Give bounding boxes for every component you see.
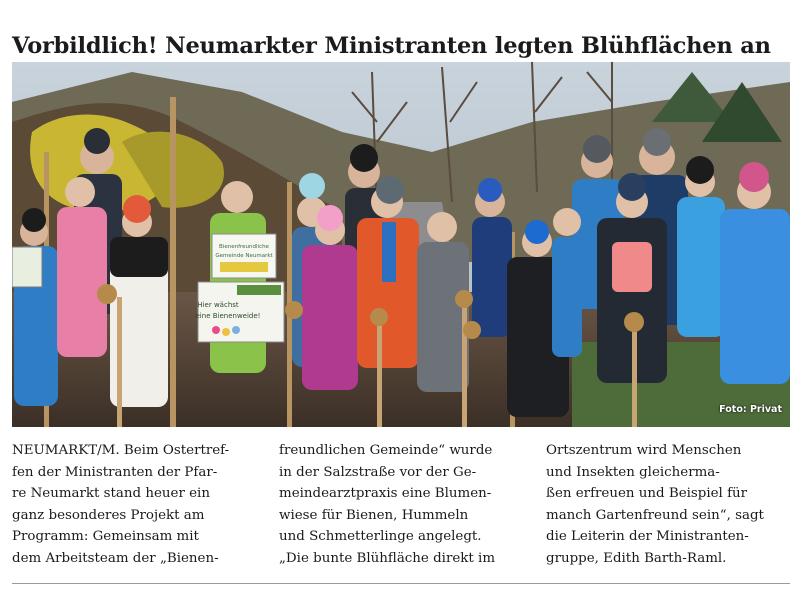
- body-line: „Die bunte Blühfläche direkt im: [279, 550, 496, 566]
- body-line: die Leiterin der Ministranten-: [546, 529, 749, 544]
- body-line: wiese für Bienen, Hummeln: [279, 507, 469, 523]
- bottom-divider: [12, 583, 790, 584]
- body-line: ßen erfreuen und Beispiel für: [546, 486, 748, 501]
- body-line: freundlichen Gemeinde“ wurde: [279, 443, 493, 458]
- svg-text:eine Bienenweide!: eine Bienenweide!: [195, 312, 261, 320]
- body-line: dem Arbeitsteam der „Bienen-: [12, 550, 219, 566]
- body-line: manch Gartenfreund sein“, sagt: [546, 507, 764, 523]
- svg-text:Hier wächst: Hier wächst: [197, 301, 239, 309]
- photo-credit: Foto: Privat: [719, 404, 782, 415]
- body-line: ganz besonderes Projekt am: [12, 507, 205, 523]
- bee-sign-top: [212, 234, 276, 278]
- article-body: [12, 440, 790, 570]
- body-line: NEUMARKT/M. Beim Ostertref-: [12, 443, 230, 458]
- svg-text:Bienenfreundliche: Bienenfreundliche: [219, 244, 269, 250]
- group-photo: [12, 62, 790, 427]
- body-line: fen der Ministranten der Pfar-: [12, 464, 218, 480]
- photo-illustration: [12, 62, 790, 427]
- body-line: gruppe, Edith Barth-Raml.: [546, 550, 727, 566]
- bee-sign-bottom: [196, 282, 285, 342]
- body-line: re Neumarkt stand heuer ein: [12, 486, 210, 501]
- body-line: in der Salzstraße vor der Ge-: [279, 464, 477, 480]
- body-line: und Schmetterlinge angelegt.: [279, 529, 482, 544]
- body-line: und Insekten gleicherma-: [546, 464, 720, 480]
- body-line: Ortszentrum wird Menschen: [546, 443, 742, 458]
- body-line: meindearztpraxis eine Blumen-: [279, 486, 492, 501]
- article-headline: Vorbildlich! Neumarkter Ministranten legten Blühflächen an: [12, 33, 771, 60]
- small-sign-left: [12, 247, 42, 287]
- body-column-3: [546, 440, 790, 570]
- body-line: Programm: Gemeinsam mit: [12, 529, 199, 544]
- body-column-1: [12, 440, 256, 570]
- body-column-2: [279, 440, 523, 570]
- svg-text:Gemeinde Neumarkt: Gemeinde Neumarkt: [215, 253, 273, 259]
